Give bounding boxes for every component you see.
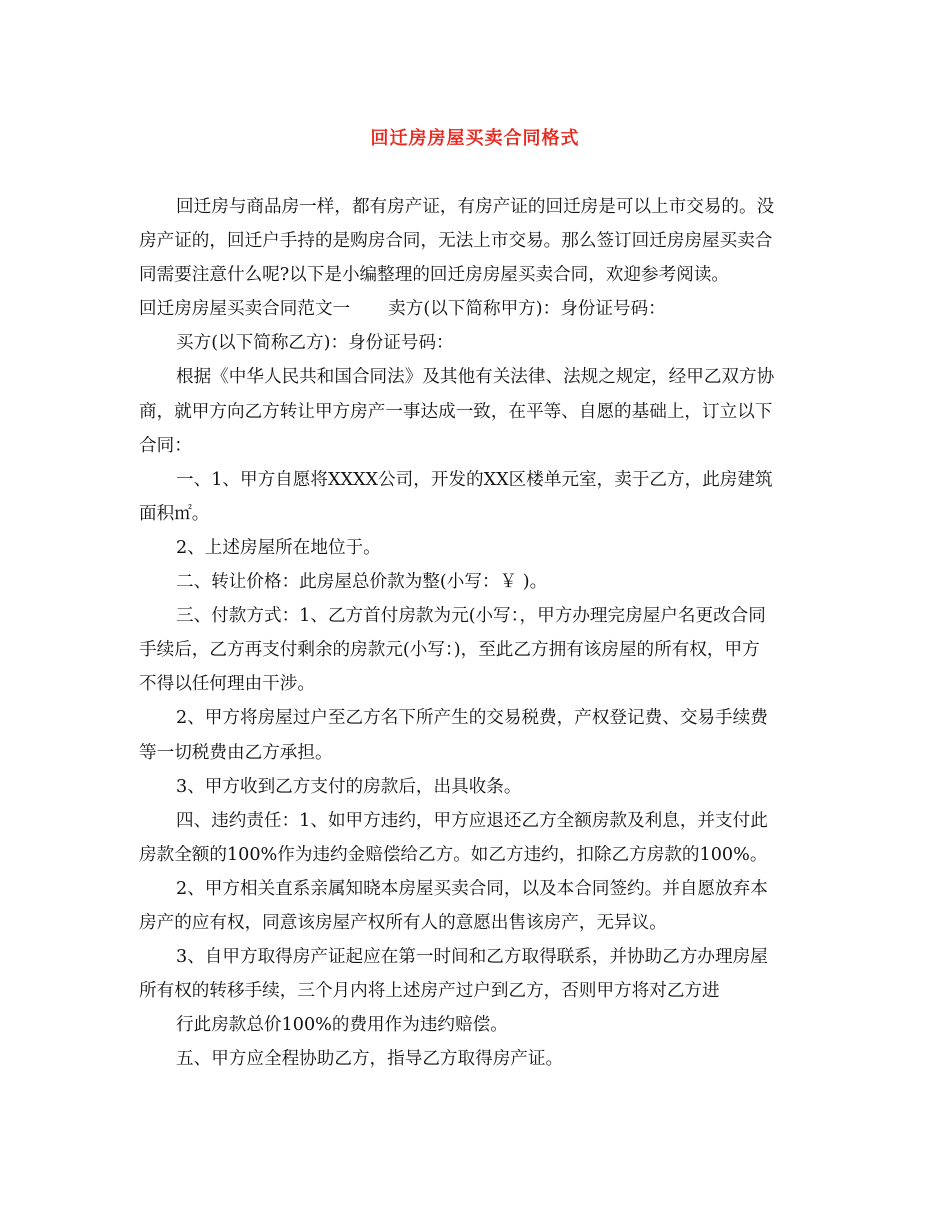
clause-line: 房产的应有权，同意该房屋产权所有人的意愿出售该房产，无异议。 — [139, 912, 667, 933]
paragraph-line: 商，就甲方向乙方转让甲方房产一事达成一致，在平等、自愿的基础上，订立以下 — [139, 401, 773, 422]
paragraph-line: 房产证的，回迁户手持的是购房合同，无法上市交易。那么签订回迁房房屋买卖合 — [139, 231, 773, 252]
seller-line: 卖方(以下简称甲方)：身份证号码： — [388, 299, 666, 320]
clause-line: 行此房款总价100%的费用作为违约赔偿。 — [176, 1015, 508, 1036]
clause-line: 四、违约责任：1、如甲方违约，甲方应退还乙方全额房款及利息，并支付此 — [176, 810, 768, 831]
clause-line: 3、自甲方取得房产证起应在第一时间和乙方取得联系，并协助乙方办理房屋 — [176, 947, 768, 968]
clause-line: 不得以任何理由干涉。 — [139, 674, 315, 695]
clause-line: 手续后，乙方再支付剩余的房款元(小写：)，至此乙方拥有该房屋的所有权，甲方 — [139, 640, 760, 661]
document-body — [139, 190, 811, 1076]
clause-line: 所有权的转移手续，三个月内将上述房产过户到乙方，否则甲方将对乙方进 — [139, 981, 720, 1002]
clause-line: 房款全额的100%作为违约金赔偿给乙方。如乙方违约，扣除乙方房款的100%。 — [139, 844, 768, 865]
clause-line: 2、甲方将房屋过户至乙方名下所产生的交易税费，产权登记费、交易手续费 — [176, 708, 768, 729]
paragraph-line: 同需要注意什么呢?以下是小编整理的回迁房房屋买卖合同，欢迎参考阅读。 — [139, 265, 730, 286]
paragraph-line: 合同： — [139, 435, 192, 456]
clause-line: 等一切税费由乙方承担。 — [139, 742, 333, 763]
paragraph-line: 回迁房与商品房一样，都有房产证，有房产证的回迁房是可以上市交易的。没 — [176, 197, 775, 217]
paragraph-line — [139, 292, 811, 326]
clause-line: 面积㎡。 — [139, 503, 210, 524]
clause-line: 二、转让价格：此房屋总价款为整(小写：￥ )。 — [176, 572, 548, 593]
clause-line: 3、甲方收到乙方支付的房款后，出具收条。 — [176, 776, 522, 797]
buyer-line: 买方(以下简称乙方)：身份证号码： — [176, 333, 454, 354]
clause-line: 五、甲方应全程协助乙方，指导乙方取得房产证。 — [176, 1049, 564, 1070]
section-heading: 回迁房房屋买卖合同范文一 — [139, 299, 351, 320]
clause-line: 2、上述房屋所在地位于。 — [176, 537, 381, 558]
document-title: 回迁房房屋买卖合同格式 — [370, 128, 580, 149]
clause-line: 2、甲方相关直系亲属知晓本房屋买卖合同，以及本合同签约。并自愿放弃本 — [176, 878, 768, 899]
paragraph-line: 根据《中华人民共和国合同法》及其他有关法律、法规之规定，经甲乙双方协 — [176, 367, 775, 388]
clause-line: 一、1、甲方自愿将XXXX公司，开发的XX区楼单元室，卖于乙方，此房建筑 — [176, 469, 773, 490]
clause-line: 三、付款方式：1、乙方首付房款为元(小写：，甲方办理完房屋户名更改合同 — [176, 606, 766, 627]
